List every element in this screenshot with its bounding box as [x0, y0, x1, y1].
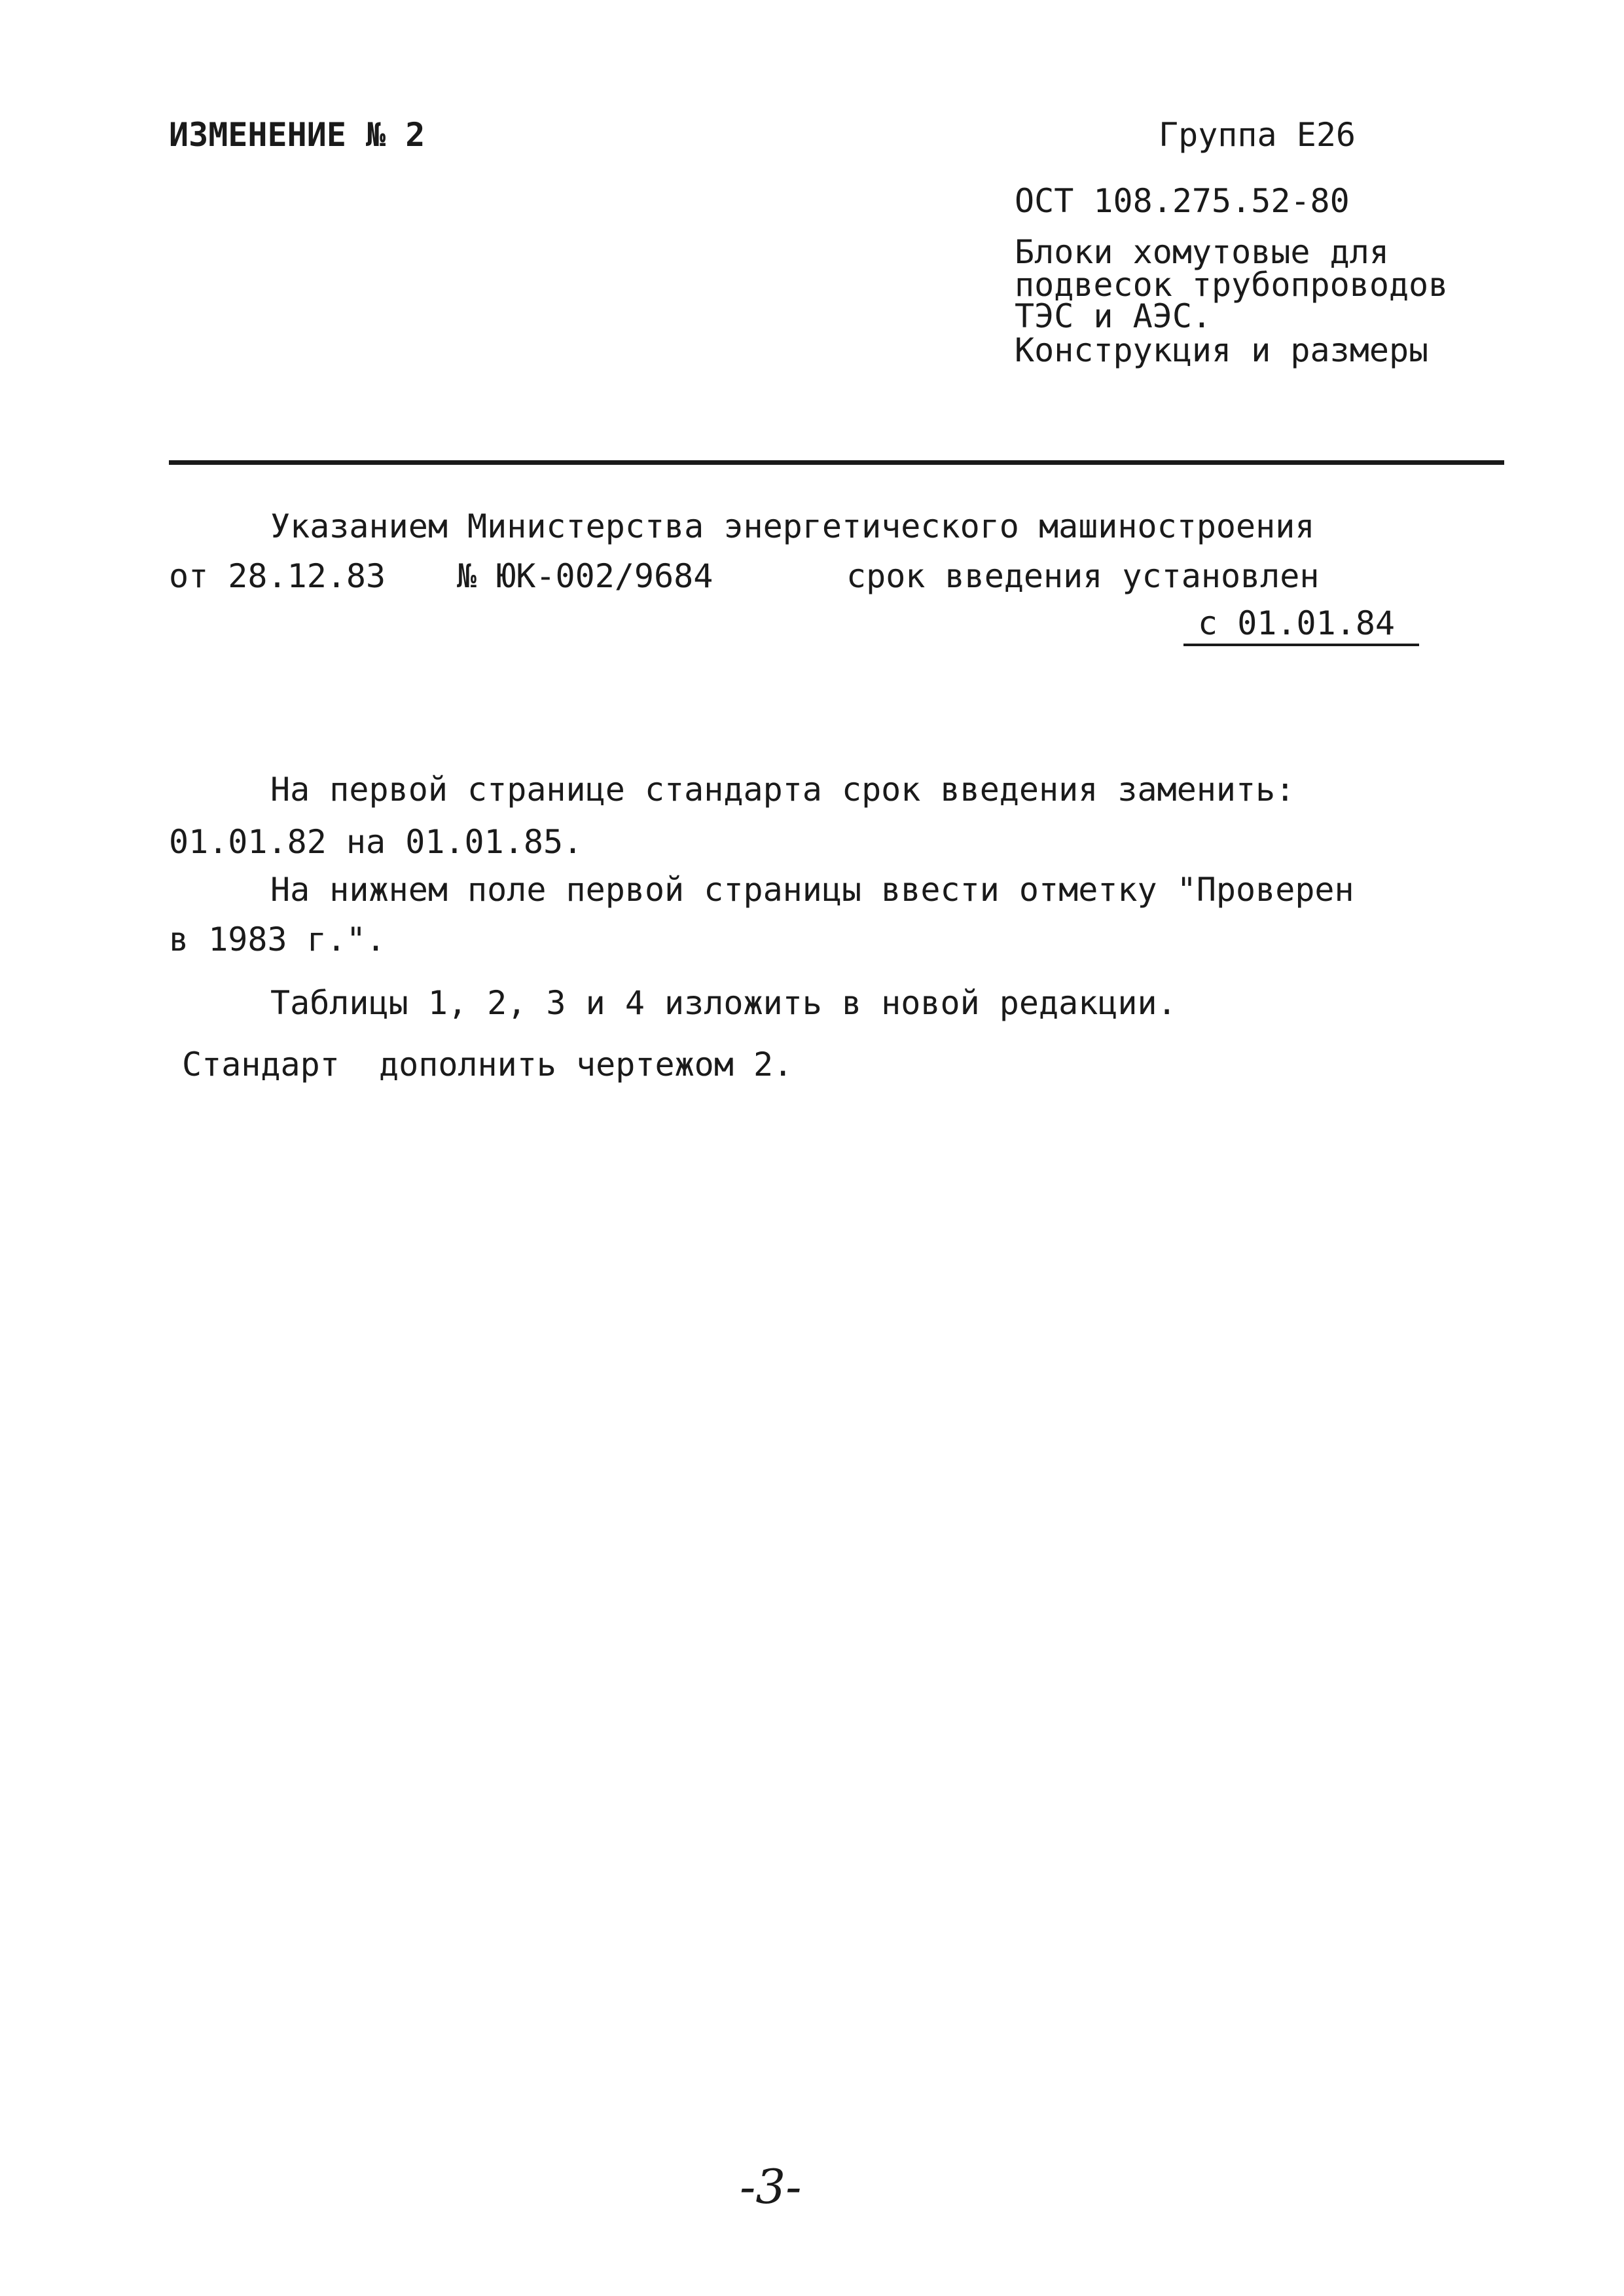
paragraph-3: Таблицы 1, 2, 3 и 4 изложить в новой редакции.	[270, 984, 1177, 1022]
group-label: Группа Е26	[1159, 116, 1356, 154]
paragraph-2-line-1: На нижнем поле первой страницы ввести отметку "Проверен	[270, 871, 1354, 909]
standard-code: ОСТ 108.275.52-80	[1015, 182, 1350, 220]
header-divider	[169, 460, 1504, 465]
standard-title-line-4: Конструкция и размеры	[1015, 331, 1429, 369]
paragraph-1-line-2: 01.01.82 на 01.01.85.	[169, 823, 583, 861]
effective-date: с 01.01.84	[1198, 604, 1396, 642]
directive-number: № ЮК-002/9684	[457, 557, 713, 595]
paragraph-1-line-1: На первой странице стандарта срок введения заменить:	[270, 771, 1295, 809]
directive-term-text: срок введения установлен	[846, 557, 1320, 595]
effective-date-underline	[1183, 644, 1419, 646]
paragraph-4: Стандарт дополнить чертежом 2.	[182, 1046, 793, 1084]
standard-title-line-2: подвесок трубопроводов	[1015, 266, 1449, 304]
page-number: -3-	[740, 2159, 802, 2214]
standard-title-line-3: ТЭС и АЭС.	[1015, 297, 1212, 335]
directive-line-1: Указанием Министерства энергетического машиностроения	[270, 507, 1315, 545]
standard-title-line-1: Блоки хомутовые для	[1015, 233, 1389, 271]
directive-date: от 28.12.83	[169, 557, 386, 595]
paragraph-2-line-2: в 1983 г.".	[169, 920, 386, 958]
amendment-label: ИЗМЕНЕНИЕ № 2	[169, 116, 425, 154]
